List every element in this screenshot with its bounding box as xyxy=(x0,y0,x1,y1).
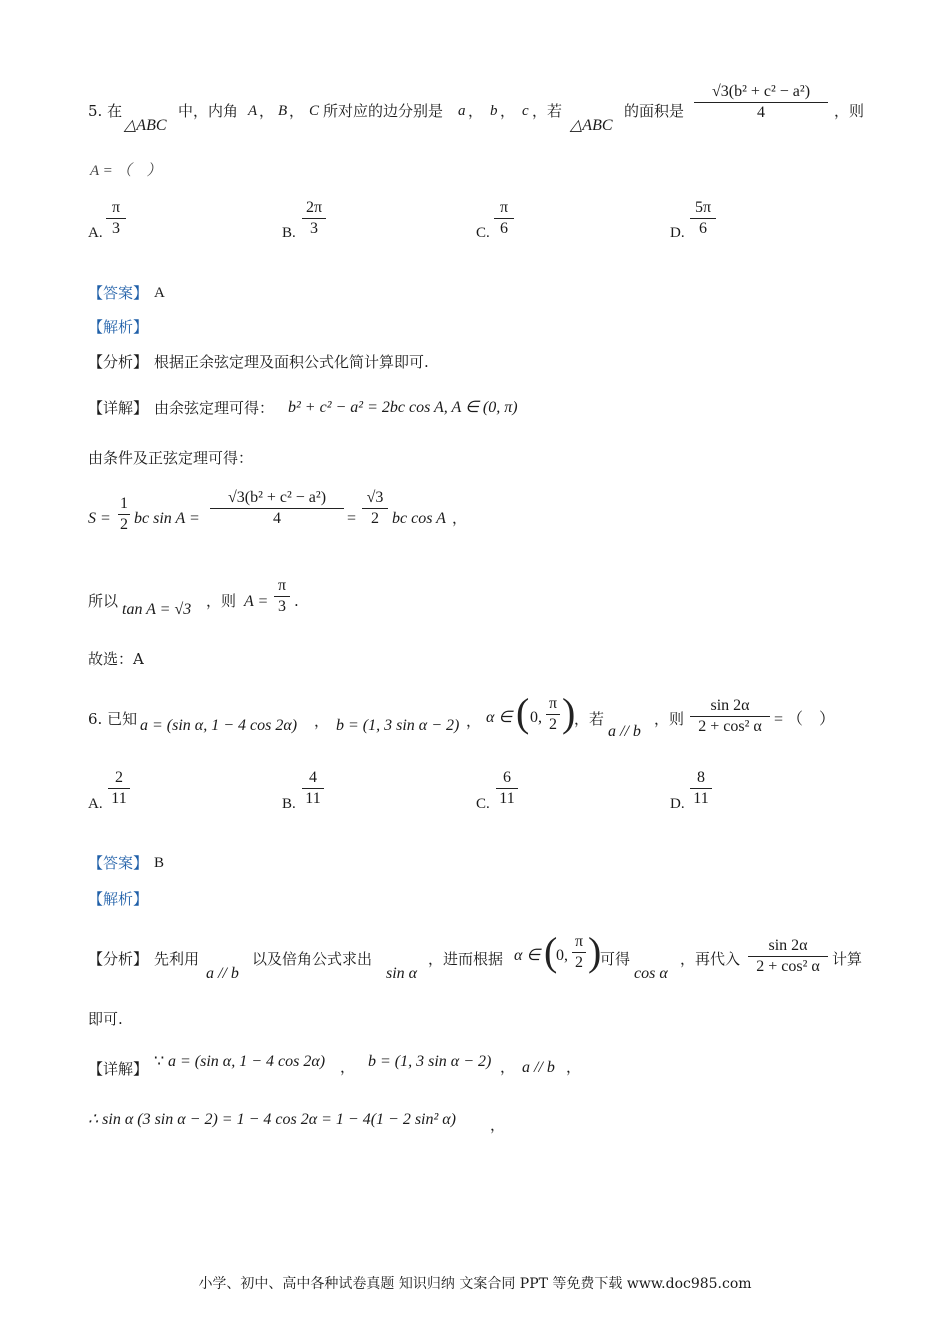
fraction-bar xyxy=(690,788,712,789)
q6-target-fraction xyxy=(690,698,770,735)
q6-option-B-value xyxy=(302,770,324,807)
q6-option-D-value xyxy=(690,770,712,807)
option-numerator: 5π xyxy=(694,199,712,216)
q6-detail-end: ， xyxy=(490,1116,506,1134)
q5-stem-part4: ，若 xyxy=(532,102,563,120)
fraction-bar xyxy=(496,788,518,789)
q5-stem-part5: 的面积是 xyxy=(624,102,685,120)
q5-s-equals: = xyxy=(347,510,357,527)
q6-alpha-in: α ∈ xyxy=(486,709,513,726)
q5-angle-A: A xyxy=(248,103,258,119)
fraction-bar xyxy=(694,102,828,103)
q5-option-C-value xyxy=(494,200,514,237)
numerator: π xyxy=(574,933,584,950)
q6-analysis-tag: 【解析】 xyxy=(88,890,149,908)
q5-s-area-fraction xyxy=(210,490,344,527)
option-numerator: π xyxy=(499,199,509,216)
q5-A-value xyxy=(274,578,290,615)
q5-fenxi-text: 根据正余弦定理及面积公式化简计算即可. xyxy=(154,353,429,371)
denominator: 4 xyxy=(273,510,281,527)
q6-fenxi-range-high xyxy=(572,934,586,971)
q5-sep: ， xyxy=(289,102,305,120)
q5-angle-C: C xyxy=(309,103,320,119)
fraction-bar xyxy=(690,716,770,717)
q6-fenxi-text: ，进而根据 xyxy=(428,950,504,968)
q6-vector-a: a = (sin α, 1 − 4 cos 2α) xyxy=(140,717,298,734)
q5-option-D-label: D. xyxy=(670,225,685,241)
q5-sep: ， xyxy=(500,102,516,120)
fraction-bar xyxy=(302,218,326,219)
q6-vector-b: b = (1, 3 sin α − 2) xyxy=(336,717,460,734)
q5-law-of-cosines: b² + c² − a² = 2bc cos A, A ∈ (0, π) xyxy=(288,399,518,416)
q5-sep: ， xyxy=(468,102,484,120)
q5-stem-part6: ，则 xyxy=(834,102,865,120)
q5-condition-line: 由条件及正弦定理可得： xyxy=(88,449,254,467)
q6-detail-derivation: ∴ sin α (3 sin α − 2) = 1 − 4 cos 2α = 1 − 4(1 − 2 sin² α) xyxy=(88,1111,457,1128)
q6-fenxi-text: 计算 xyxy=(832,950,863,968)
left-paren: ( xyxy=(516,690,530,735)
fraction-bar xyxy=(494,218,514,219)
fraction-bar xyxy=(106,218,126,219)
q6-fenxi-range-low: 0, xyxy=(556,947,568,964)
q5-s-end: ， xyxy=(452,509,468,527)
denominator: 2 + cos² α xyxy=(756,958,820,975)
q5-side-b: b xyxy=(490,103,498,119)
q6-fenxi-sin: sin α xyxy=(386,965,418,982)
q6-stem-part3: ，则 xyxy=(654,710,685,728)
fraction-bar xyxy=(690,218,716,219)
q6-parallel: a // b xyxy=(608,723,641,740)
q6-answer-tag: 【答案】 xyxy=(88,854,149,872)
numerator: sin 2α xyxy=(710,697,750,714)
q5-so-text: 所以 xyxy=(88,592,119,610)
q5-then-text: ，则 xyxy=(206,592,237,610)
q5-analysis-tag: 【解析】 xyxy=(88,318,149,336)
fraction-bar xyxy=(362,508,388,509)
page-footer: 小学、初中、高中各种试卷真题 知识归纳 文案合同 PPT 等免费下载 www.doc985.com xyxy=(198,1276,752,1292)
fraction-bar xyxy=(572,952,586,953)
q5-area-fraction xyxy=(694,84,828,121)
q6-fenxi-cos: cos α xyxy=(634,965,668,982)
because-symbol: ∵ xyxy=(154,1053,165,1070)
q6-fenxi-text: 以及倍角公式求出 xyxy=(252,950,373,968)
q5-option-A-value xyxy=(106,200,126,237)
left-paren: ( xyxy=(544,929,558,974)
fraction-bar xyxy=(118,514,130,515)
q5-stem-part2: 中，内角 xyxy=(178,102,239,120)
numerator: sin 2α xyxy=(768,937,808,954)
q6-detail-parallel: a // b xyxy=(522,1059,555,1076)
q6-option-A-value xyxy=(108,770,130,807)
fraction-bar xyxy=(108,788,130,789)
q5-A-end: . xyxy=(294,592,299,610)
fraction-bar xyxy=(302,788,324,789)
q5-sep: ， xyxy=(259,102,275,120)
q5-stem-part3: 所对应的边分别是 xyxy=(323,102,444,120)
option-denominator: 11 xyxy=(499,790,515,807)
q5-option-C-label: C. xyxy=(476,225,490,241)
option-denominator: 11 xyxy=(305,790,321,807)
q6-detail-vector-b: b = (1, 3 sin α − 2) xyxy=(368,1053,492,1070)
q6-xiangjie-tag: 【详解】 xyxy=(88,1060,149,1078)
fraction-bar xyxy=(748,956,828,957)
q6-stem-part2: ，若 xyxy=(574,710,605,728)
q5-option-B-value xyxy=(302,200,326,237)
q6-detail-sep: ， xyxy=(340,1058,356,1076)
option-denominator: 3 xyxy=(112,220,120,237)
numerator: √3(b² + c² − a²) xyxy=(227,489,327,506)
option-denominator: 11 xyxy=(111,790,127,807)
q6-fenxi-parallel: a // b xyxy=(206,965,239,982)
q5-tan-equation: tan A = √3 xyxy=(122,601,192,618)
q5-A-equals: A = xyxy=(244,593,269,610)
q6-fenxi-text: 可得 xyxy=(600,950,631,968)
option-denominator: 6 xyxy=(699,220,707,237)
q6-sep: ， xyxy=(314,712,330,730)
fraction-bar xyxy=(210,508,344,509)
fraction-bar xyxy=(546,714,560,715)
fraction-bar xyxy=(274,596,290,597)
q6-option-C-label: C. xyxy=(476,796,490,812)
option-denominator: 3 xyxy=(310,220,318,237)
denominator: 2 + cos² α xyxy=(698,718,762,735)
option-denominator: 11 xyxy=(693,790,709,807)
denominator: 2 xyxy=(120,516,128,533)
q5-choice: 故选：A xyxy=(88,650,144,668)
q5-triangle-1: △ABC xyxy=(124,117,167,134)
numerator: π xyxy=(548,695,558,712)
q5-answer: A xyxy=(154,285,165,301)
q6-fenxi-end: 即可. xyxy=(88,1010,123,1028)
q6-answer: B xyxy=(154,855,165,871)
q5-option-B-label: B. xyxy=(282,225,296,241)
q6-detail-sep: ， xyxy=(566,1058,582,1076)
q5-ask: A = （ ） xyxy=(90,163,162,179)
q6-option-A-label: A. xyxy=(88,796,103,812)
q5-fenxi-tag: 【分析】 xyxy=(88,353,149,371)
q5-answer-tag: 【答案】 xyxy=(88,284,149,302)
q6-option-D-label: D. xyxy=(670,796,685,812)
numerator: 1 xyxy=(120,495,128,512)
q6-fenxi-fraction xyxy=(748,938,828,975)
q6-fenxi-tag: 【分析】 xyxy=(88,950,149,968)
numerator: √3 xyxy=(366,489,384,506)
right-paren: ) xyxy=(588,929,602,974)
option-numerator: 2π xyxy=(305,199,323,216)
denominator: 2 xyxy=(371,510,379,527)
q5-triangle-2: △ABC xyxy=(570,117,613,134)
option-denominator: 6 xyxy=(500,220,508,237)
q5-s-mid2: bc cos A xyxy=(392,510,446,527)
right-paren: ) xyxy=(562,690,576,735)
q5-stem-part1: 5. 在 xyxy=(88,102,123,120)
q6-option-C-value xyxy=(496,770,518,807)
q6-stem-tail: = （ ） xyxy=(774,711,836,728)
q5-s-root3-half xyxy=(362,490,388,527)
option-numerator: 4 xyxy=(309,769,317,786)
q5-half-fraction xyxy=(118,496,130,533)
option-numerator: 6 xyxy=(503,769,511,786)
q6-range-low: 0, xyxy=(530,709,542,726)
option-numerator: π xyxy=(111,199,121,216)
q6-fenxi-text: 先利用 xyxy=(154,950,200,968)
q6-option-B-label: B. xyxy=(282,796,296,812)
q6-fenxi-alpha-in: α ∈ xyxy=(514,947,541,964)
q5-area-numerator: √3(b² + c² − a²) xyxy=(711,83,811,100)
q6-range-high xyxy=(546,696,560,733)
q6-sep: ， xyxy=(466,712,482,730)
numerator: π xyxy=(277,577,287,594)
denominator: 2 xyxy=(549,716,557,733)
q5-s-mid1: bc sin A = xyxy=(134,510,200,527)
q5-side-c: c xyxy=(522,103,529,119)
q5-area-denominator: 4 xyxy=(757,104,765,121)
q5-option-D-value xyxy=(690,200,716,237)
q6-detail-vector-a: a = (sin α, 1 − 4 cos 2α) xyxy=(168,1053,326,1070)
q5-xiangjie-text: 由余弦定理可得： xyxy=(154,399,275,417)
denominator: 3 xyxy=(278,598,286,615)
q5-angle-B: B xyxy=(278,103,288,119)
option-numerator: 2 xyxy=(115,769,123,786)
option-numerator: 8 xyxy=(697,769,705,786)
q5-option-A-label: A. xyxy=(88,225,103,241)
q6-fenxi-text: ，再代入 xyxy=(680,950,741,968)
q5-s-lhs: S = xyxy=(88,510,111,527)
q6-stem-part1: 6. 已知 xyxy=(88,710,138,728)
denominator: 2 xyxy=(575,954,583,971)
q5-xiangjie-tag: 【详解】 xyxy=(88,399,149,417)
q6-detail-sep: ， xyxy=(500,1058,516,1076)
q5-side-a: a xyxy=(458,103,466,119)
